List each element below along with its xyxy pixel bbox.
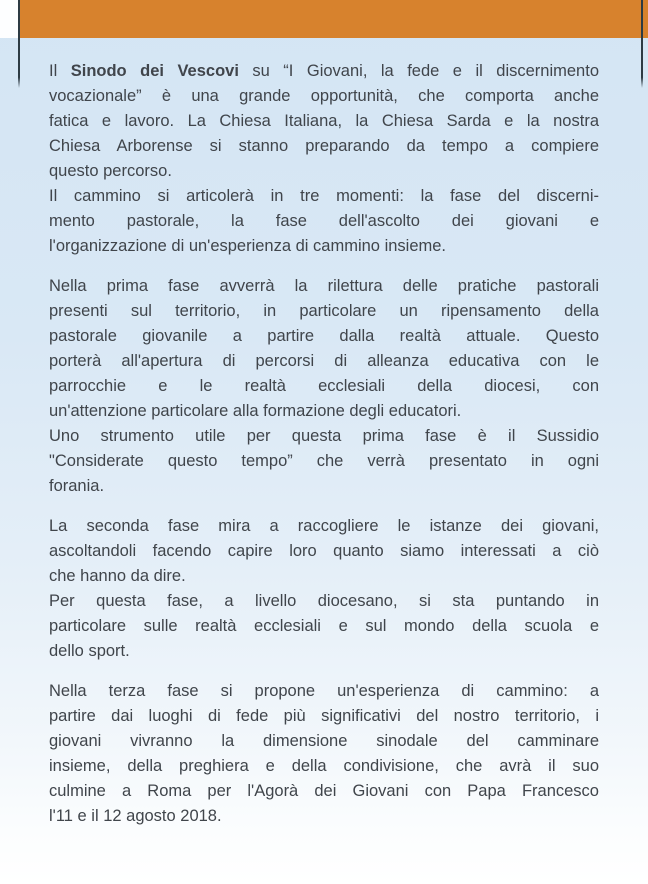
body-text: "Considerate questo tempo” che verrà presentato in ogni <box>49 452 599 470</box>
text-line <box>49 514 599 539</box>
body-text: fatica e lavoro. La Chiesa Italiana, la Chiesa Sarda e la nostra <box>49 112 599 130</box>
text-line <box>49 539 599 564</box>
text-line <box>49 614 599 639</box>
body-text: questo percorso. <box>49 162 172 180</box>
body-text: parrocchie e le realtà ecclesiali della diocesi, con <box>49 377 599 395</box>
body-text: ascoltandoli facendo capire loro quanto siamo interessati a ciò <box>49 542 599 560</box>
text-line <box>49 159 599 184</box>
header-bar <box>18 0 648 38</box>
text-line <box>49 59 599 84</box>
text-line <box>49 109 599 134</box>
text-line <box>49 374 599 399</box>
paragraph-block-prima-fase <box>49 274 599 499</box>
text-line <box>49 564 599 589</box>
right-accent-line <box>641 0 643 88</box>
text-line <box>49 729 599 754</box>
body-text: La seconda fase mira a raccogliere le istanze dei giovani, <box>49 517 599 535</box>
text-line <box>49 424 599 449</box>
paragraph-block-terza-fase <box>49 679 599 829</box>
body-text: Uno strumento utile per questa prima fase è il Sussidio <box>49 427 599 445</box>
header-left-notch <box>0 0 18 38</box>
body-text: culmine a Roma per l'Agorà dei Giovani con Papa Francesco <box>49 782 599 800</box>
text-line <box>49 589 599 614</box>
body-text: su “I Giovani, la fede e il discernimento <box>238 62 599 80</box>
paragraph-block-seconda-fase <box>49 514 599 664</box>
body-text: insieme, della preghiera e della condivisione, che avrà il suo <box>49 757 599 775</box>
text-line <box>49 449 599 474</box>
body-text: partire dai luoghi di fede più significativi del nostro territorio, i <box>49 707 599 725</box>
body-text: Nella terza fase si propone un'esperienza di cammino: a <box>49 682 599 700</box>
body-text: che hanno da dire. <box>49 567 186 585</box>
text-line <box>49 639 599 664</box>
body-text: pastorale giovanile a partire dalla realtà attuale. Questo <box>49 327 599 345</box>
body-text: Il cammino si articolerà in tre momenti: la fase del discerni- <box>49 187 599 205</box>
body-text: l'11 e il 12 agosto 2018. <box>49 807 222 825</box>
text-line <box>49 474 599 499</box>
body-text: giovani vivranno la dimensione sinodale del camminare <box>49 732 599 750</box>
body-text: un'attenzione particolare alla formazione degli educatori. <box>49 402 462 420</box>
body-text: l'organizzazione di un'esperienza di cammino insieme. <box>49 237 447 255</box>
body-text: Il <box>49 62 71 80</box>
text-line <box>49 234 599 259</box>
text-line <box>49 184 599 209</box>
text-line <box>49 779 599 804</box>
body-text: Per questa fase, a livello diocesano, si sta puntando in <box>49 592 599 610</box>
body-text: porterà all'apertura di percorsi di alleanza educativa con le <box>49 352 599 370</box>
body-text: Nella prima fase avverrà la rilettura delle pratiche pastorali <box>49 277 599 295</box>
body-text: dello sport. <box>49 642 130 660</box>
text-line <box>49 324 599 349</box>
text-line <box>49 134 599 159</box>
body-text: vocazionale” è una grande opportunità, che comporta anche <box>49 87 599 105</box>
text-line <box>49 274 599 299</box>
text-line <box>49 349 599 374</box>
text-line <box>49 754 599 779</box>
body-text: particolare sulle realtà ecclesiali e sul mondo della scuola e <box>49 617 599 635</box>
text-line <box>49 679 599 704</box>
text-line <box>49 704 599 729</box>
body-text: forania. <box>49 477 105 495</box>
text-line <box>49 804 599 829</box>
text-line <box>49 399 599 424</box>
left-accent-line <box>18 0 20 88</box>
bold-text: Sinodo dei Vescovi <box>70 62 239 80</box>
text-line <box>49 84 599 109</box>
paragraph-block-intro <box>49 59 599 259</box>
body-text: Chiesa Arborense si stanno preparando da tempo a compiere <box>49 137 599 155</box>
text-line <box>49 299 599 324</box>
body-text: mento pastorale, la fase dell'ascolto dei giovani e <box>49 212 599 230</box>
text-line <box>49 209 599 234</box>
body-text: presenti sul territorio, in particolare un ripensamento della <box>49 302 599 320</box>
